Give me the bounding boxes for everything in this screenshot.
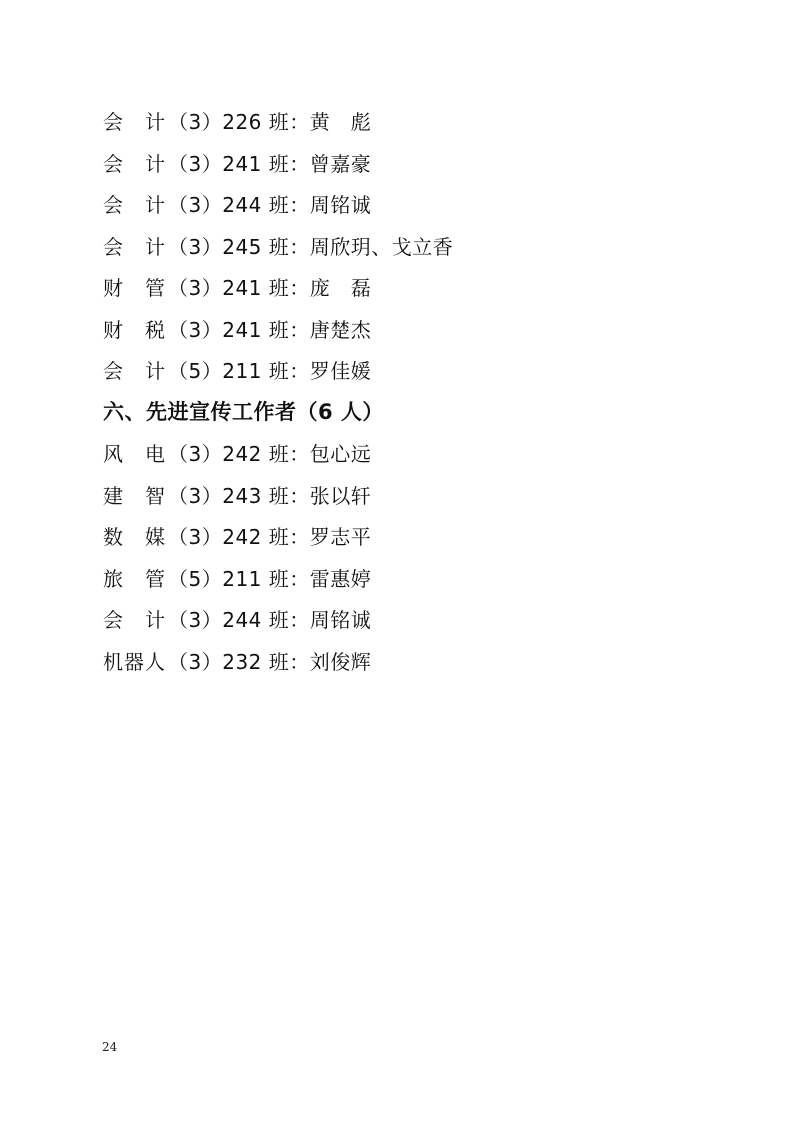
department: 会 计 [103,359,166,384]
department: 会 计 [103,608,166,633]
section-heading [103,391,723,433]
class-label: （3）241 班： [168,151,310,176]
department: 会 计 [103,193,166,218]
department: 风 电 [103,442,166,467]
student-names: 包心远 [309,442,372,467]
student-names: 曾嘉豪 [309,151,372,176]
student-names: 罗志平 [309,525,372,550]
student-names: 周铭诚 [309,608,372,633]
department: 建 智 [103,483,166,508]
department: 会 计 [103,110,166,135]
student-names: 雷惠婷 [309,566,372,591]
department: 会 计 [103,151,166,176]
class-label: （3）245 班： [168,234,310,259]
class-label: （3）242 班： [168,442,310,467]
list-item [103,308,723,350]
class-label: （3）244 班： [168,193,310,218]
list-item [103,432,723,474]
list-item [103,183,723,225]
list-item [103,100,723,142]
class-label: （3）241 班： [168,317,310,342]
student-names: 唐楚杰 [309,317,372,342]
department: 旅 管 [103,566,166,591]
list-item [103,557,723,599]
class-label: （3）226 班： [168,110,310,135]
list-item [103,225,723,267]
class-label: （3）243 班： [168,483,310,508]
section-heading-text: 六、先进宣传工作者（6 人） [103,400,384,425]
department: 机器人 [103,649,166,674]
list-item [103,349,723,391]
list-item [103,515,723,557]
department: 财 税 [103,317,166,342]
student-names: 张以轩 [309,483,372,508]
class-label: （3）241 班： [168,276,310,301]
class-label: （3）242 班： [168,525,310,550]
list-item [103,142,723,184]
class-label: （3）232 班： [168,649,310,674]
class-label: （3）244 班： [168,608,310,633]
class-label: （5）211 班： [168,566,310,591]
list-item [103,266,723,308]
student-names: 周欣玥、戈立香 [309,234,454,259]
department: 财 管 [103,276,166,301]
list-item [103,474,723,516]
student-names: 黄 彪 [309,110,372,135]
student-names: 周铭诚 [309,193,372,218]
list-item [103,640,723,682]
department: 数 媒 [103,525,166,550]
class-label: （5）211 班： [168,359,310,384]
award-list [103,100,723,681]
student-names: 刘俊辉 [309,649,372,674]
student-names: 罗佳媛 [309,359,372,384]
list-item [103,598,723,640]
student-names: 庞 磊 [309,276,372,301]
department: 会 计 [103,234,166,259]
page-number: 24 [102,1040,118,1054]
